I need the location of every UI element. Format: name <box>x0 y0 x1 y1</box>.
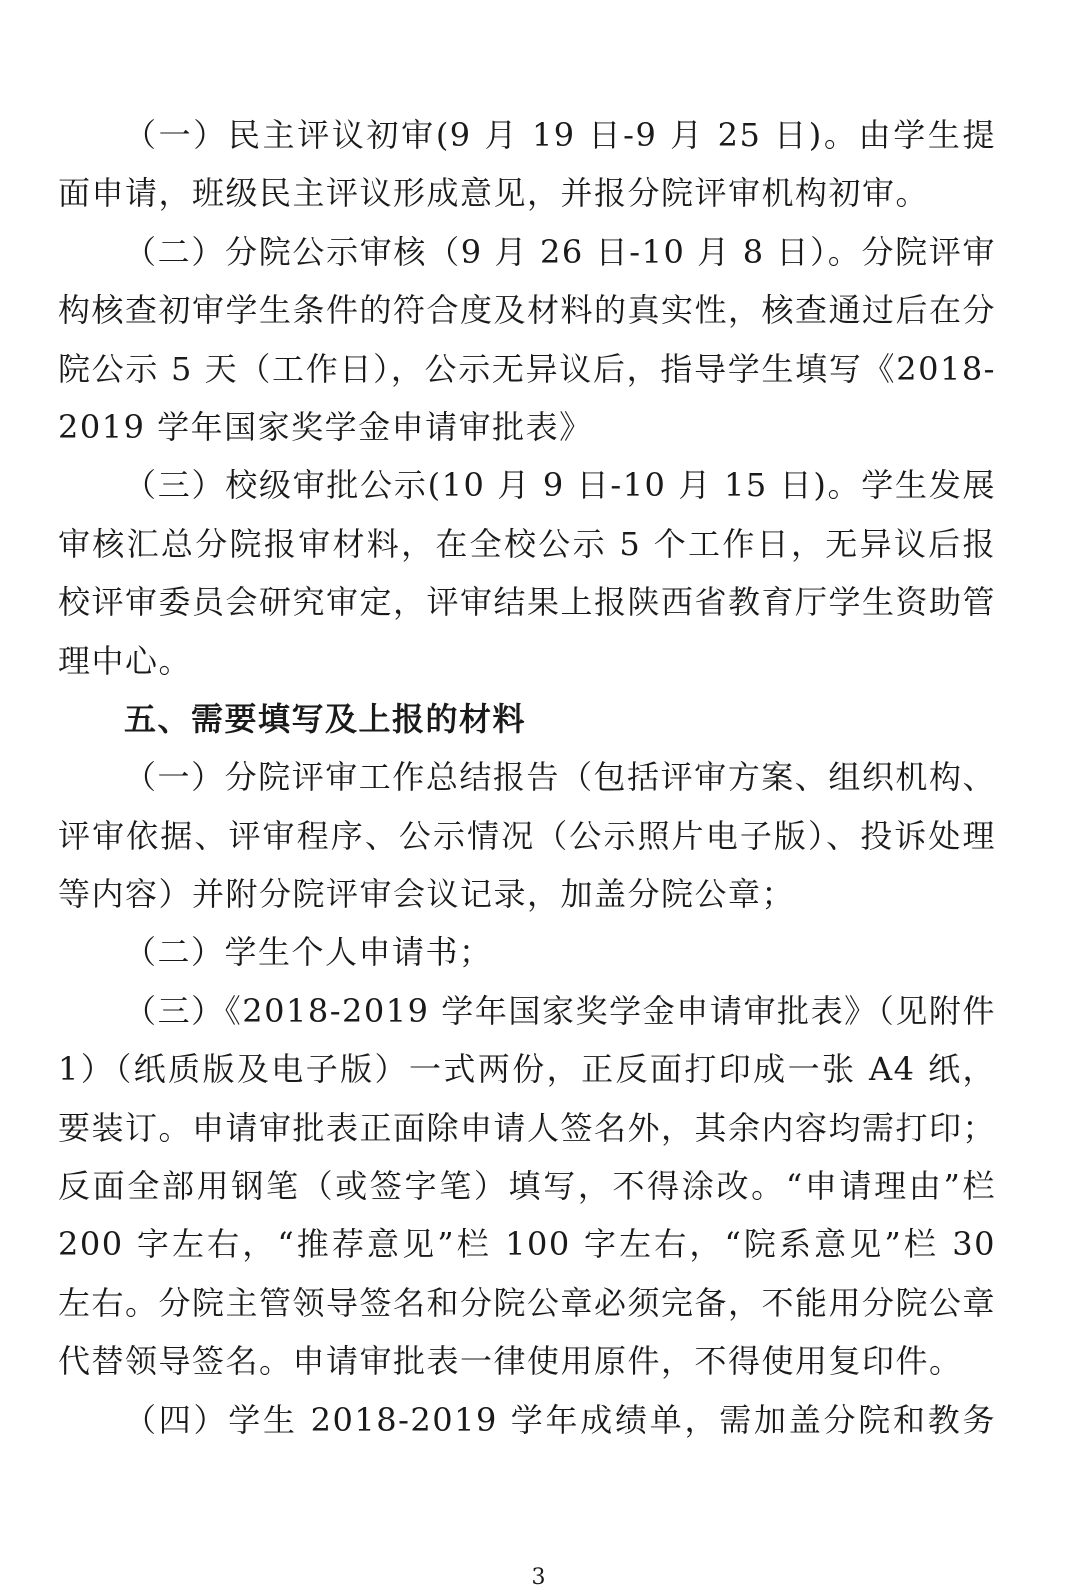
text-line: 代替领导签名。申请审批表一律使用原件，不得使用复印件。 <box>58 1342 963 1381</box>
text-line: 2019 学年国家奖学金申请审批表》 <box>58 407 593 446</box>
text-line: 要装订。申请审批表正面除申请人签名外，其余内容均需打印； <box>58 1108 996 1147</box>
text-line: （二）学生个人申请书； <box>124 933 493 972</box>
text-line: 等内容）并附分院评审会议记录，加盖分院公章； <box>58 875 796 914</box>
text-line: （一）民主评议初审(9 月 19 日-9 月 25 日)。由学生提 <box>124 116 996 154</box>
page-number: 3 <box>531 1565 546 1590</box>
text-line: 构核查初审学生条件的符合度及材料的真实性，核查通过后在分 <box>58 291 996 330</box>
text-line: 校评审委员会研究审定，评审结果上报陕西省教育厅学生资助管 <box>58 583 996 622</box>
section-heading: 五、需要填写及上报的材料 <box>124 699 527 738</box>
text-line: 审核汇总分院报审材料，在全校公示 5 个工作日，无异议后报 <box>58 524 996 563</box>
text-line: （二）分院公示审核（9 月 26 日-10 月 8 日）。分院评审 <box>124 232 996 271</box>
text-line: （三）校级审批公示(10 月 9 日-10 月 15 日)。学生发展 <box>124 466 996 505</box>
text-line: （三）《2018-2019 学年国家奖学金申请审批表》（见附件 <box>124 991 996 1030</box>
text-line: 1）（纸质版及电子版）一式两份，正反面打印成一张 A4 纸， <box>58 1050 996 1089</box>
text-line: 左右。分院主管领导签名和分院公章必须完备，不能用分院公章 <box>58 1283 996 1322</box>
text-line: 院公示 5 天（工作日），公示无异议后，指导学生填写《2018- <box>58 349 996 388</box>
text-line: 200 字左右，“推荐意见”栏 100 字左右，“院系意见”栏 30 <box>58 1225 996 1264</box>
text-line: 评审依据、评审程序、公示情况（公示照片电子版）、投诉处理 <box>58 816 996 855</box>
text-line: 理中心。 <box>58 641 193 680</box>
text-line: （一）分院评审工作总结报告（包括评审方案、组织机构、 <box>124 758 996 797</box>
text-line: 面申请，班级民主评议形成意见，并报分院评审机构初审。 <box>58 174 930 213</box>
document-body <box>58 106 996 1449</box>
text-line: （四）学生 2018-2019 学年成绩单，需加盖分院和教务 <box>124 1400 996 1439</box>
text-line: 反面全部用钢笔（或签字笔）填写，不得涂改。“申请理由”栏 <box>58 1167 996 1206</box>
